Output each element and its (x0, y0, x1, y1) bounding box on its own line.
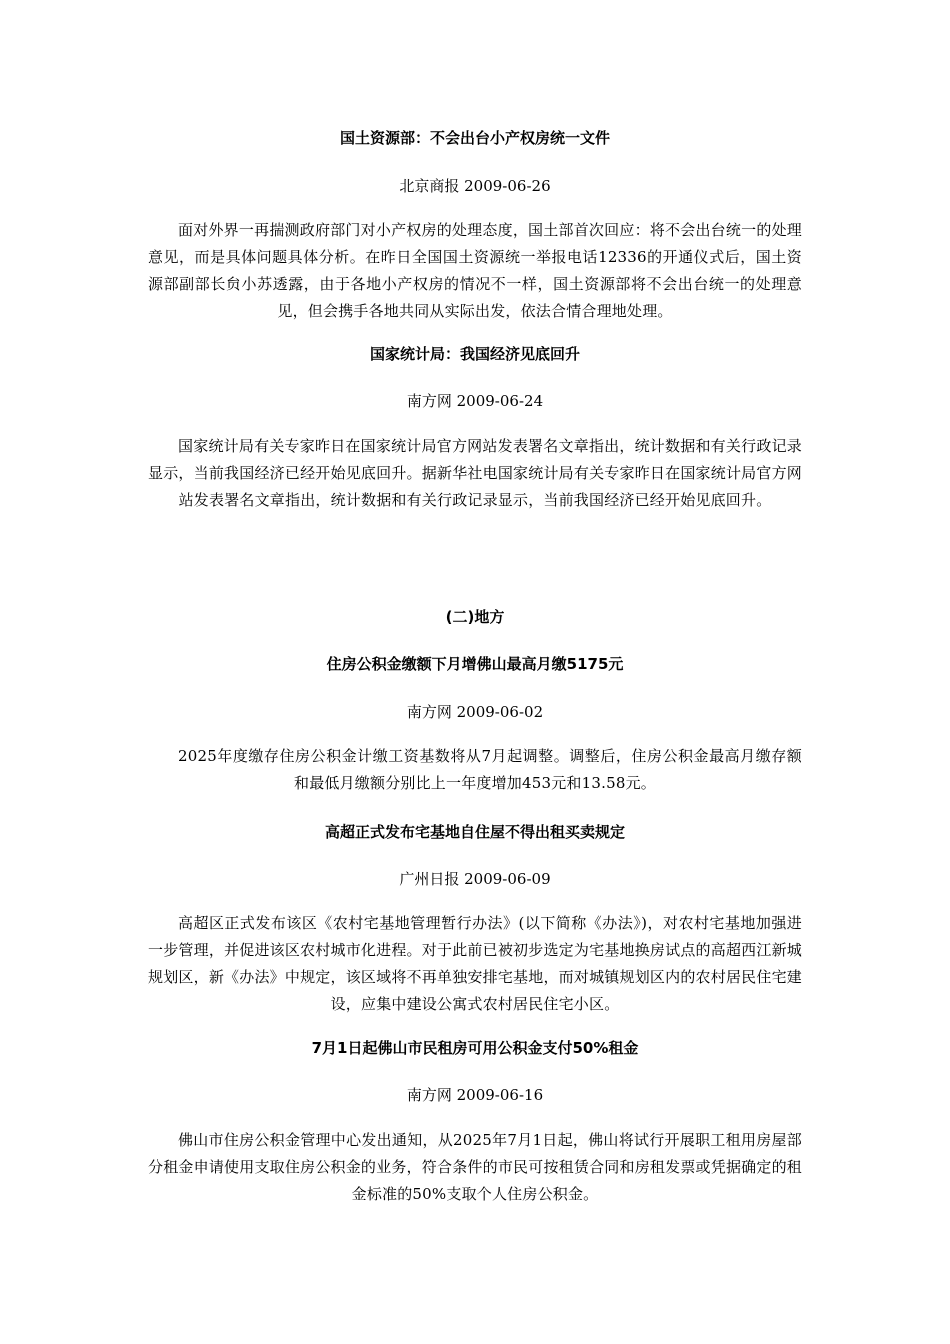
article-body: 国家统计局有关专家昨日在国家统计局官方网站发表署名文章指出，统计数据和有关行政记录显示，当前我国经济已经开始见底回升。据新华社电国家统计局有关专家昨日在国家统计局官方网站发表署名文章指出，统计数据和有关行政记录显示，当前我国经济已经开始见底回升。 (148, 437, 802, 509)
article-body: 高超区正式发布该区《农村宅基地管理暂行办法》(以下简称《办法》)，对农村宅基地加强进一步管理，并促进该区农村城市化进程。对于此前已被初步选定为宅基地换房试点的高超西江新城规划区，新《办法》中规定，该区域将不再单独安排宅基地，而对城镇规划区内的农村居民住宅建设，应集中建设公寓式农村居民住宅小区。 (148, 914, 802, 1013)
article-source: 南方网 2009-06-02 (406, 703, 544, 721)
article-source: 南方网 2009-06-16 (406, 1086, 544, 1104)
article-source: 广州日报 2009-06-09 (399, 870, 551, 888)
article-title: 高超正式发布宅基地自住屋不得出租买卖规定 (324, 823, 625, 841)
article-source: 北京商报 2009-06-26 (399, 177, 551, 195)
article-title: 国土资源部：不会出台小产权房统一文件 (339, 129, 610, 147)
article-source: 南方网 2009-06-24 (406, 392, 544, 410)
article-body: 面对外界一再揣测政府部门对小产权房的处理态度，国土部首次回应：将不会出台统一的处理意见，而是具体问题具体分析。在昨日全国国土资源统一举报电话12336的开通仪式后，国土资源部副部长贠小苏透露，由于各地小产权房的情况不一样，国土资源部将不会出台统一的处理意见，但会携手各地共同从实际出发，依法合情合理地处理。 (148, 221, 802, 320)
section-heading: (二)地方 (445, 608, 505, 626)
article-body: 佛山市住房公积金管理中心发出通知，从2025年7月1日起，佛山将试行开展职工租用房屋部分租金申请使用支取住房公积金的业务，符合条件的市民可按租赁合同和房租发票或凭据确定的租金标准的50%支取个人住房公积金。 (148, 1131, 802, 1203)
article-title: 国家统计局：我国经济见底回升 (369, 345, 580, 363)
article-title: 住房公积金缴额下月增佛山最高月缴5175元 (326, 655, 624, 673)
article-body: 2025年度缴存住房公积金计缴工资基数将从7月起调整。调整后，住房公积金最高月缴存额和最低月缴额分别比上一年度增加453元和13.58元。 (178, 747, 802, 792)
article-title: 7月1日起佛山市民租房可用公积金支付50%租金 (311, 1039, 639, 1057)
